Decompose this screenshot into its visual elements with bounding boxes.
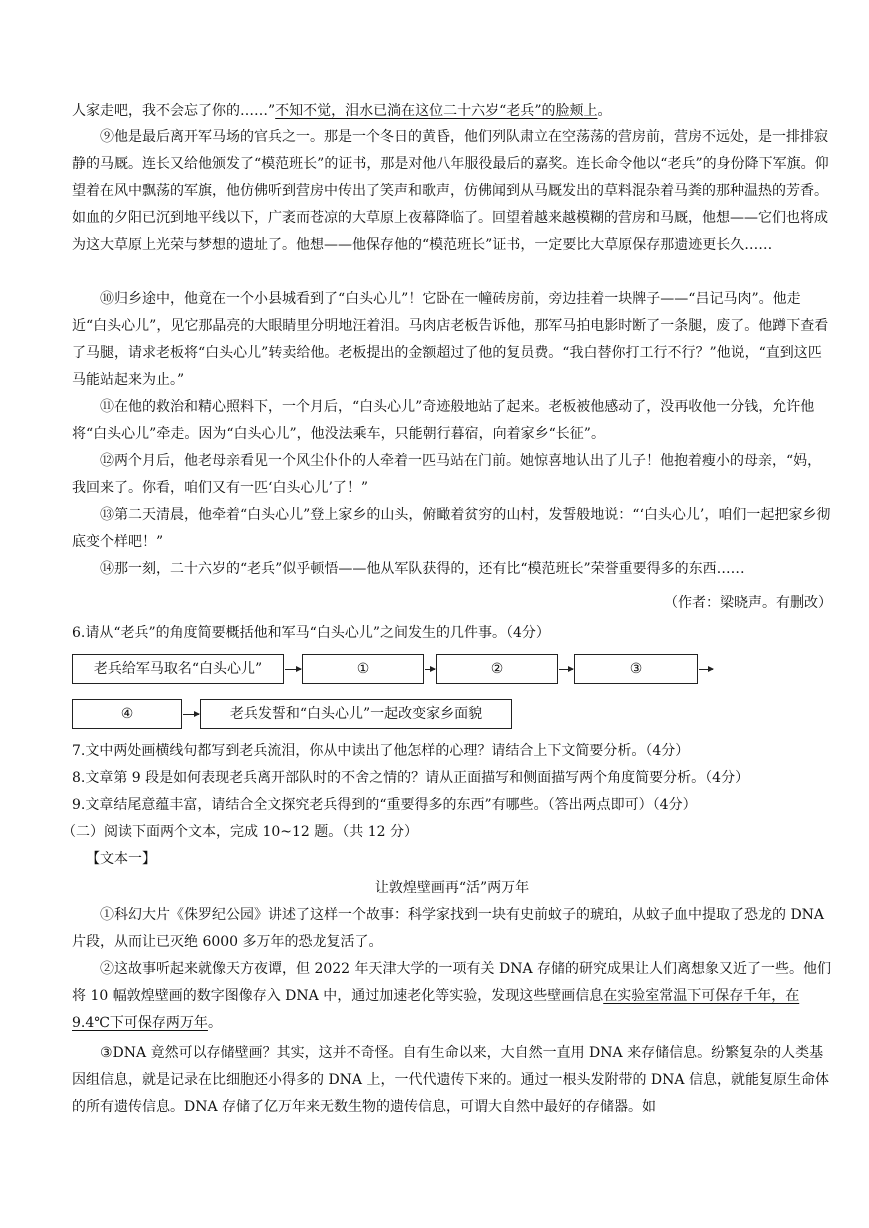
flow-box-1: ① (302, 654, 424, 684)
paragraph-11: ⑪在他的救治和精心照料下，一个月后，“白头心儿”奇迹般地站了起来。老板被他感动了，没再收他一分钱，允许他将“白头心儿”牵走。因为“白头心儿”，他没法乘车，只能朝行暮宿，向着家乡“长征”。 (72, 399, 815, 442)
question-8: 8.文章第 9 段是如何表现老兵离开部队时的不舍之情的？请从正面描写和侧面描写两个角度简要分析。（4分） (72, 770, 750, 786)
paragraph-10: ⑩归乡途中，他竟在一个小县城看到了“白头心儿”！它卧在一幢砖房前，旁边挂着一块牌子——“吕记马肉”。他走近“白头心儿”，见它那晶亮的大眼睛里分明地汪着泪。马肉店老板告诉他，那军马拍电影时断了一条腿，废了。他蹲下查看了马腿，请求老板将“白头心儿”转卖给他。老板提出的金额超过了他的复员费。“我白替你打工行不行？”他说，“直到这匹马能站起来为止。” (72, 291, 829, 388)
paragraph-12: ⑫两个月后，他老母亲看见一个风尘仆仆的人牵着一匹马站在门前。她惊喜地认出了儿子！他抱着瘦小的母亲，“妈，我回来了。你看，咱们又有一匹‘白头心儿’了！” (72, 453, 822, 496)
text-lead: ②这故事听起来就像天方夜谭，但 2022 年天津大学的一项有关 DNA 存储的研究成果让人们离想象又近了一些。他们将 10 幅敦煌壁画的数字图像存入 DNA 中，通过加速老化等实验，发现这些壁画信息 (72, 961, 832, 1004)
underlined-sentence-1: 不知不觉，泪水已淌在这位二十六岁“老兵”的脸颊上 (275, 103, 598, 119)
flow-box-end: 老兵发誓和“白头心儿”一起改变家乡面貌 (200, 699, 512, 729)
flow-arrow (285, 669, 301, 670)
flow-arrow (425, 669, 435, 670)
paragraph-8-end (72, 98, 832, 125)
underlined-sentence-2: 在实验室常温下可保存千年，在 9.4℃下可保存两万年 (72, 988, 800, 1031)
flow-box-4: ④ (72, 699, 182, 729)
paragraph-9: ⑨他是最后离开军马场的官兵之一。那是一个冬日的黄昏，他们列队肃立在空荡荡的营房前，营房不远处，是一排排寂静的马厩。连长又给他颁发了“模范班长”的证书，那是对他八年服役最后的嘉奖。连长命令他以“老兵”的身份降下军旗。仰望着在风中飘荡的军旗，他仿佛听到营房中传出了笑声和歌声，仿佛闻到从马厩发出的草料混杂着马粪的那种温热的芳香。如血的夕阳已沉到地平线以下，广袤而苍凉的大草原上夜幕降临了。回望着越来越模糊的营房和马厩，他想——它们也将成为这大草原上光荣与梦想的遗址了。他想——他保存他的“模范班长”证书，一定要比大草原保存那遗迹更长久…… (72, 129, 829, 253)
text-tail: 。 (207, 1015, 222, 1031)
flow-arrow (699, 669, 713, 670)
article-paragraph-1: ①科幻大片《侏罗纪公园》讲述了这样一个故事：科学家找到一块有史前蚊子的琥珀，从蚊子血中提取了恐龙的 DNA 片段，从而让已灭绝 6000 多万年的恐龙复活了。 (72, 907, 825, 950)
article-paragraph-2 (72, 956, 832, 1037)
flow-box-3: ③ (574, 654, 698, 684)
question-6: 6.请从“老兵”的角度简要概括他和军马“白头心儿”之间发生的几件事。（4分） (72, 625, 550, 641)
question-9: 9.文章结尾意蕴丰富，请结合全文探究老兵得到的“重要得多的东西”有哪些。（答出两点即可）（4分） (72, 797, 697, 813)
section-2-heading: （二）阅读下面两个文本，完成 10~12 题。（共 12 分） (62, 824, 418, 840)
article-paragraph-3: ③DNA 竟然可以存储壁画？其实，这并不奇怪。自有生命以来，大自然一直用 DNA 来存储信息。纷繁复杂的人类基因组信息，就是记录在比细胞还小得多的 DNA 上，一代代遗传下来的。通过一根头发附带的 DNA 信息，就能复原生命体的所有遗传信息。DNA 存储了亿万年来无数生物的遗传信息，可谓大自然中最好的存储器。如 (72, 1045, 829, 1115)
flow-box-2: ② (436, 654, 558, 684)
flow-arrow (559, 669, 573, 670)
source-note: （作者：梁晓声。有删改） (664, 595, 832, 611)
flow-arrow (183, 714, 199, 715)
paragraph-13: ⑬第二天清晨，他牵着“白头心儿”登上家乡的山头，俯瞰着贫穷的山村，发誓般地说：“‘白头心儿’，咱们一起把家乡彻底变个样吧！” (72, 507, 831, 550)
text-1-label: 【文本一】 (86, 851, 156, 867)
text-tail: 。 (597, 103, 612, 119)
article-title: 让敦煌壁画再“活”两万年 (374, 880, 530, 896)
flow-box-start: 老兵给军马取名“白头心儿” (72, 654, 284, 684)
question-7: 7.文中两处画横线句都写到老兵流泪，你从中读出了他怎样的心理？请结合上下文简要分析。（4分） (72, 743, 690, 759)
paragraph-14: ⑭那一刻，二十六岁的“老兵”似乎顿悟——他从军队获得的，还有比“模范班长”荣誉重要得多的东西…… (100, 561, 745, 577)
text-lead: 人家走吧，我不会忘了你的……” (72, 103, 276, 119)
